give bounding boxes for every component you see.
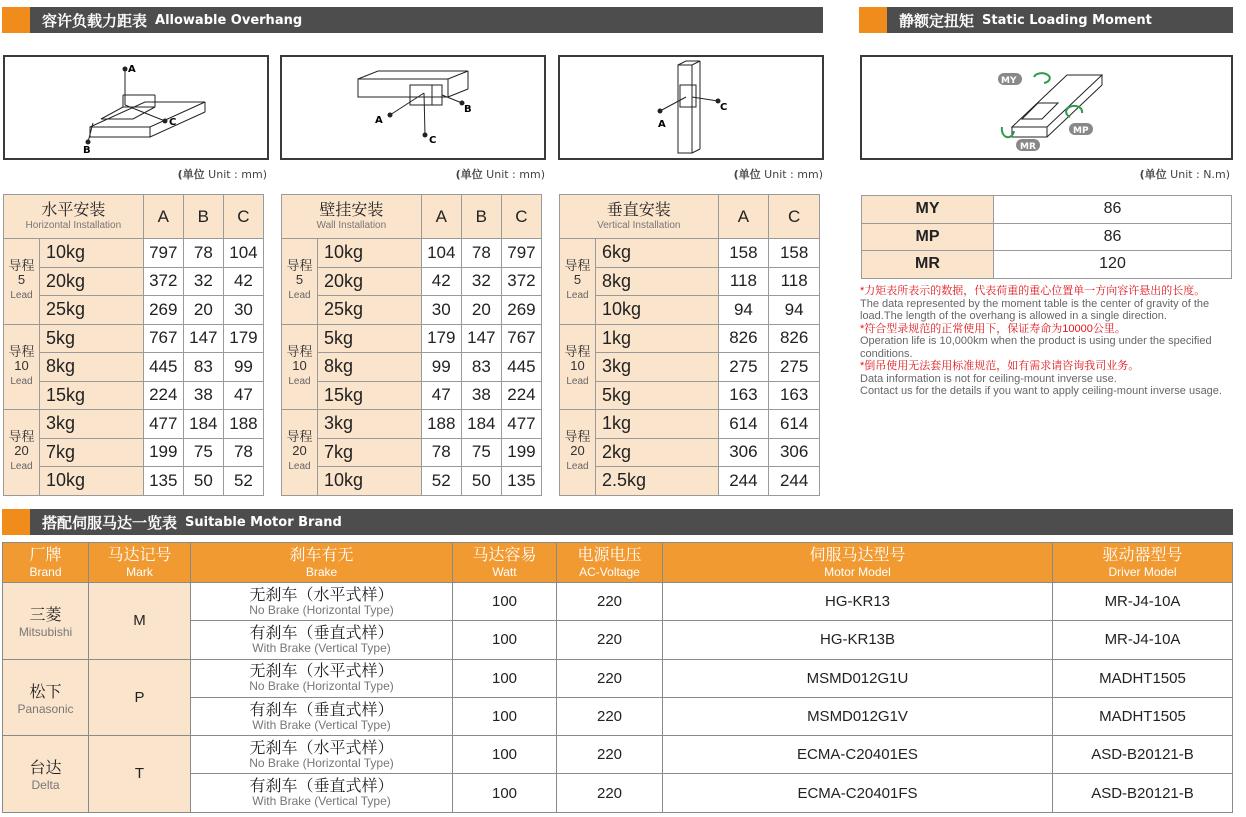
moment-value: 120 <box>994 251 1232 279</box>
moment-value: 86 <box>994 223 1232 251</box>
load-weight: 15kg <box>318 381 422 410</box>
cell: 188 <box>421 410 461 439</box>
section-title-en: Suitable Motor Brand <box>185 514 342 530</box>
col-header: A <box>143 195 183 239</box>
watt-cell: 100 <box>453 583 557 621</box>
cell: 188 <box>223 410 263 439</box>
cell: 614 <box>718 410 769 439</box>
load-weight: 20kg <box>40 267 144 296</box>
lead-group: 导程 20 Lead <box>282 410 318 496</box>
cell: 30 <box>223 296 263 325</box>
moment-key: MR <box>862 251 994 279</box>
cell: 38 <box>461 381 501 410</box>
cell: 83 <box>183 353 223 382</box>
voltage-cell: 220 <box>557 774 663 812</box>
cell: 83 <box>461 353 501 382</box>
load-weight: 7kg <box>318 438 422 467</box>
label-a: A <box>128 64 136 75</box>
load-weight: 1kg <box>596 324 719 353</box>
lead-group: 导程 20 Lead <box>560 410 596 496</box>
col-header-motor-model: 伺服马达型号 Motor Model <box>663 543 1053 583</box>
table-row <box>3 583 1233 621</box>
note-line: Operation life is 10,000km when the product is using under the specified conditions. <box>860 335 1212 360</box>
motor-table <box>2 542 1233 813</box>
cell: 224 <box>501 381 541 410</box>
section-title-cn: 容许负载力距表 <box>42 11 148 30</box>
brake-cell: 有刹车（垂直式样） With Brake (Vertical Type) <box>191 697 453 735</box>
cell: 42 <box>223 267 263 296</box>
mark-cell: T <box>89 736 191 813</box>
load-weight: 10kg <box>40 239 144 268</box>
diagram-horizontal <box>3 55 269 160</box>
unit-label: (单位 Unit : mm) <box>177 168 267 181</box>
cell: 104 <box>223 239 263 268</box>
load-weight: 10kg <box>596 296 719 325</box>
motor-model-cell: MSMD012G1U <box>663 659 1053 697</box>
cell: 78 <box>421 438 461 467</box>
diagram-moment <box>860 55 1233 160</box>
load-weight: 25kg <box>40 296 144 325</box>
cell: 147 <box>461 324 501 353</box>
cell: 147 <box>183 324 223 353</box>
unit-label: (单位 Unit : mm) <box>455 168 545 181</box>
brake-cell: 无刹车（水平式样） No Brake (Horizontal Type) <box>191 583 453 621</box>
note-line: The data represented by the moment table is the center of gravity of the load.The length of the overhang is allowed in a single direction. <box>860 297 1210 322</box>
col-header-driver-model: 驱动器型号 Driver Model <box>1053 543 1233 583</box>
diagram-vertical <box>558 55 824 160</box>
driver-model-cell: ASD-B20121-B <box>1053 736 1233 774</box>
lead-group: 导程 5 Lead <box>282 239 318 325</box>
lead-group: 导程 5 Lead <box>560 239 596 325</box>
table-heading: 壁挂安装 Wall Installation <box>282 195 422 239</box>
cell: 118 <box>718 267 769 296</box>
motor-model-cell: ECMA-C20401FS <box>663 774 1053 812</box>
col-header: B <box>183 195 223 239</box>
cell: 32 <box>183 267 223 296</box>
unit-label: (单位 Unit : N.m) <box>1139 168 1230 181</box>
cell: 104 <box>421 239 461 268</box>
watt-cell: 100 <box>453 621 557 659</box>
watt-cell: 100 <box>453 659 557 697</box>
brand-cell: 松下 Panasonic <box>3 659 89 736</box>
label-b: B <box>464 104 472 115</box>
motor-model-cell: HG-KR13B <box>663 621 1053 659</box>
cell: 50 <box>461 467 501 496</box>
note-line: *倒吊使用无法套用标准规范，如有需求请咨询我司业务。 <box>860 360 1140 372</box>
cell: 163 <box>718 381 769 410</box>
brake-cell: 有刹车（垂直式样） With Brake (Vertical Type) <box>191 774 453 812</box>
cell: 158 <box>769 239 820 268</box>
load-weight: 8kg <box>40 353 144 382</box>
cell: 118 <box>769 267 820 296</box>
motor-model-cell: ECMA-C20401ES <box>663 736 1053 774</box>
cell: 477 <box>143 410 183 439</box>
cell: 42 <box>421 267 461 296</box>
col-header-brand: 厂牌 Brand <box>3 543 89 583</box>
moment-key: MP <box>862 223 994 251</box>
unit-label: (单位 Unit : mm) <box>733 168 823 181</box>
watt-cell: 100 <box>453 697 557 735</box>
voltage-cell: 220 <box>557 659 663 697</box>
col-header: B <box>461 195 501 239</box>
cell: 184 <box>461 410 501 439</box>
load-weight: 2.5kg <box>596 467 719 496</box>
cell: 826 <box>769 324 820 353</box>
col-header-mark: 马达记号 Mark <box>89 543 191 583</box>
moment-table <box>861 195 1232 279</box>
lead-group: 导程 10 Lead <box>282 324 318 410</box>
cell: 275 <box>769 353 820 382</box>
lead-group: 导程 10 Lead <box>4 324 40 410</box>
load-weight: 7kg <box>40 438 144 467</box>
voltage-cell: 220 <box>557 736 663 774</box>
section-title-en: Allowable Overhang <box>155 12 303 28</box>
cell: 20 <box>461 296 501 325</box>
cell: 99 <box>223 353 263 382</box>
mark-cell: M <box>89 583 191 660</box>
note-line: *力矩表所表示的数据，代表荷重的重心位置单一方向容许悬出的长度。 <box>860 285 1206 297</box>
watt-cell: 100 <box>453 736 557 774</box>
cell: 372 <box>143 267 183 296</box>
label-a: A <box>658 119 666 130</box>
cell: 78 <box>183 239 223 268</box>
horizontal-rail-icon <box>5 57 267 158</box>
voltage-cell: 220 <box>557 621 663 659</box>
cell: 78 <box>223 438 263 467</box>
cell: 158 <box>718 239 769 268</box>
label-my: MY <box>1001 76 1017 86</box>
cell: 797 <box>501 239 541 268</box>
cell: 199 <box>143 438 183 467</box>
diagram-wall <box>280 55 546 160</box>
table-heading: 垂直安装 Vertical Installation <box>560 195 719 239</box>
table-heading: 水平安装 Horizontal Installation <box>4 195 144 239</box>
note-line: Contact us for the details if you want to apply ceiling-mount inverse usage. <box>860 385 1222 397</box>
load-weight: 3kg <box>318 410 422 439</box>
driver-model-cell: MADHT1505 <box>1053 659 1233 697</box>
vertical-rail-icon <box>560 57 822 158</box>
cell: 20 <box>183 296 223 325</box>
cell: 52 <box>223 467 263 496</box>
load-weight: 5kg <box>596 381 719 410</box>
lead-group: 导程 10 Lead <box>560 324 596 410</box>
label-c: C <box>429 135 437 146</box>
load-table-wall <box>281 194 542 496</box>
load-weight: 8kg <box>596 267 719 296</box>
motor-model-cell: HG-KR13 <box>663 583 1053 621</box>
section-title-cn: 搭配伺服马达一览表 <box>42 513 178 532</box>
section-title-en: Static Loading Moment <box>982 12 1152 28</box>
col-header: A <box>718 195 769 239</box>
cell: 99 <box>421 353 461 382</box>
section-title-cn: 静额定扭矩 <box>899 11 975 30</box>
cell: 75 <box>461 438 501 467</box>
cell: 269 <box>143 296 183 325</box>
load-weight: 3kg <box>40 410 144 439</box>
driver-model-cell: MR-J4-10A <box>1053 621 1233 659</box>
load-weight: 1kg <box>596 410 719 439</box>
cell: 30 <box>421 296 461 325</box>
brand-cell: 台达 Delta <box>3 736 89 813</box>
table-row <box>3 736 1233 774</box>
voltage-cell: 220 <box>557 583 663 621</box>
cell: 767 <box>143 324 183 353</box>
col-header: C <box>769 195 820 239</box>
cell: 179 <box>223 324 263 353</box>
watt-cell: 100 <box>453 774 557 812</box>
load-weight: 8kg <box>318 353 422 382</box>
cell: 275 <box>718 353 769 382</box>
moment-value: 86 <box>994 196 1232 224</box>
cell: 135 <box>501 467 541 496</box>
cell: 94 <box>718 296 769 325</box>
section-bar-moment <box>859 7 1233 33</box>
cell: 47 <box>223 381 263 410</box>
load-weight: 6kg <box>596 239 719 268</box>
load-weight: 2kg <box>596 438 719 467</box>
cell: 179 <box>421 324 461 353</box>
table-row <box>3 659 1233 697</box>
label-b: B <box>83 145 91 156</box>
cell: 52 <box>421 467 461 496</box>
load-weight: 20kg <box>318 267 422 296</box>
load-table-vertical <box>559 194 820 496</box>
cell: 372 <box>501 267 541 296</box>
col-header: C <box>501 195 541 239</box>
cell: 199 <box>501 438 541 467</box>
cell: 445 <box>501 353 541 382</box>
cell: 767 <box>501 324 541 353</box>
cell: 244 <box>769 467 820 496</box>
cell: 163 <box>769 381 820 410</box>
section-bar-motor <box>2 509 1233 535</box>
label-a: A <box>375 115 383 126</box>
load-weight: 10kg <box>40 467 144 496</box>
col-header-voltage: 电源电压 AC-Voltage <box>557 543 663 583</box>
cell: 614 <box>769 410 820 439</box>
load-weight: 10kg <box>318 467 422 496</box>
cell: 797 <box>143 239 183 268</box>
col-header: C <box>223 195 263 239</box>
col-header-watt: 马达容易 Watt <box>453 543 557 583</box>
cell: 75 <box>183 438 223 467</box>
cell: 445 <box>143 353 183 382</box>
load-weight: 10kg <box>318 239 422 268</box>
cell: 32 <box>461 267 501 296</box>
mark-cell: P <box>89 659 191 736</box>
cell: 244 <box>718 467 769 496</box>
label-c: C <box>720 102 728 113</box>
cell: 269 <box>501 296 541 325</box>
brake-cell: 无刹车（水平式样） No Brake (Horizontal Type) <box>191 659 453 697</box>
cell: 135 <box>143 467 183 496</box>
brake-cell: 有刹车（垂直式样） With Brake (Vertical Type) <box>191 621 453 659</box>
load-weight: 5kg <box>318 324 422 353</box>
lead-group: 导程 5 Lead <box>4 239 40 325</box>
cell: 826 <box>718 324 769 353</box>
lead-group: 导程 20 Lead <box>4 410 40 496</box>
driver-model-cell: MADHT1505 <box>1053 697 1233 735</box>
load-weight: 5kg <box>40 324 144 353</box>
load-table-horizontal <box>3 194 264 496</box>
cell: 47 <box>421 381 461 410</box>
cell: 94 <box>769 296 820 325</box>
motor-model-cell: MSMD012G1V <box>663 697 1053 735</box>
label-mp: MP <box>1073 126 1089 136</box>
label-c: C <box>169 117 177 128</box>
note-line: *符合型录规范的正常使用下，保证寿命为10000公里。 <box>860 322 1126 335</box>
section-bar-overhang <box>2 7 823 33</box>
load-weight: 15kg <box>40 381 144 410</box>
driver-model-cell: ASD-B20121-B <box>1053 774 1233 812</box>
wall-rail-icon <box>282 57 544 158</box>
note-line: Data information is not for ceiling-mount inverse use. <box>860 372 1117 385</box>
load-weight: 25kg <box>318 296 422 325</box>
cell: 224 <box>143 381 183 410</box>
cell: 38 <box>183 381 223 410</box>
cell: 477 <box>501 410 541 439</box>
brake-cell: 无刹车（水平式样） No Brake (Horizontal Type) <box>191 736 453 774</box>
moment-key: MY <box>862 196 994 224</box>
col-header: A <box>421 195 461 239</box>
moment-rail-icon <box>862 57 1231 158</box>
cell: 50 <box>183 467 223 496</box>
load-weight: 3kg <box>596 353 719 382</box>
driver-model-cell: MR-J4-10A <box>1053 583 1233 621</box>
cell: 78 <box>461 239 501 268</box>
notes <box>860 285 1246 398</box>
label-mr: MR <box>1020 142 1036 152</box>
cell: 184 <box>183 410 223 439</box>
cell: 306 <box>769 438 820 467</box>
cell: 306 <box>718 438 769 467</box>
col-header-brake: 刹车有无 Brake <box>191 543 453 583</box>
brand-cell: 三菱 Mitsubishi <box>3 583 89 660</box>
voltage-cell: 220 <box>557 697 663 735</box>
